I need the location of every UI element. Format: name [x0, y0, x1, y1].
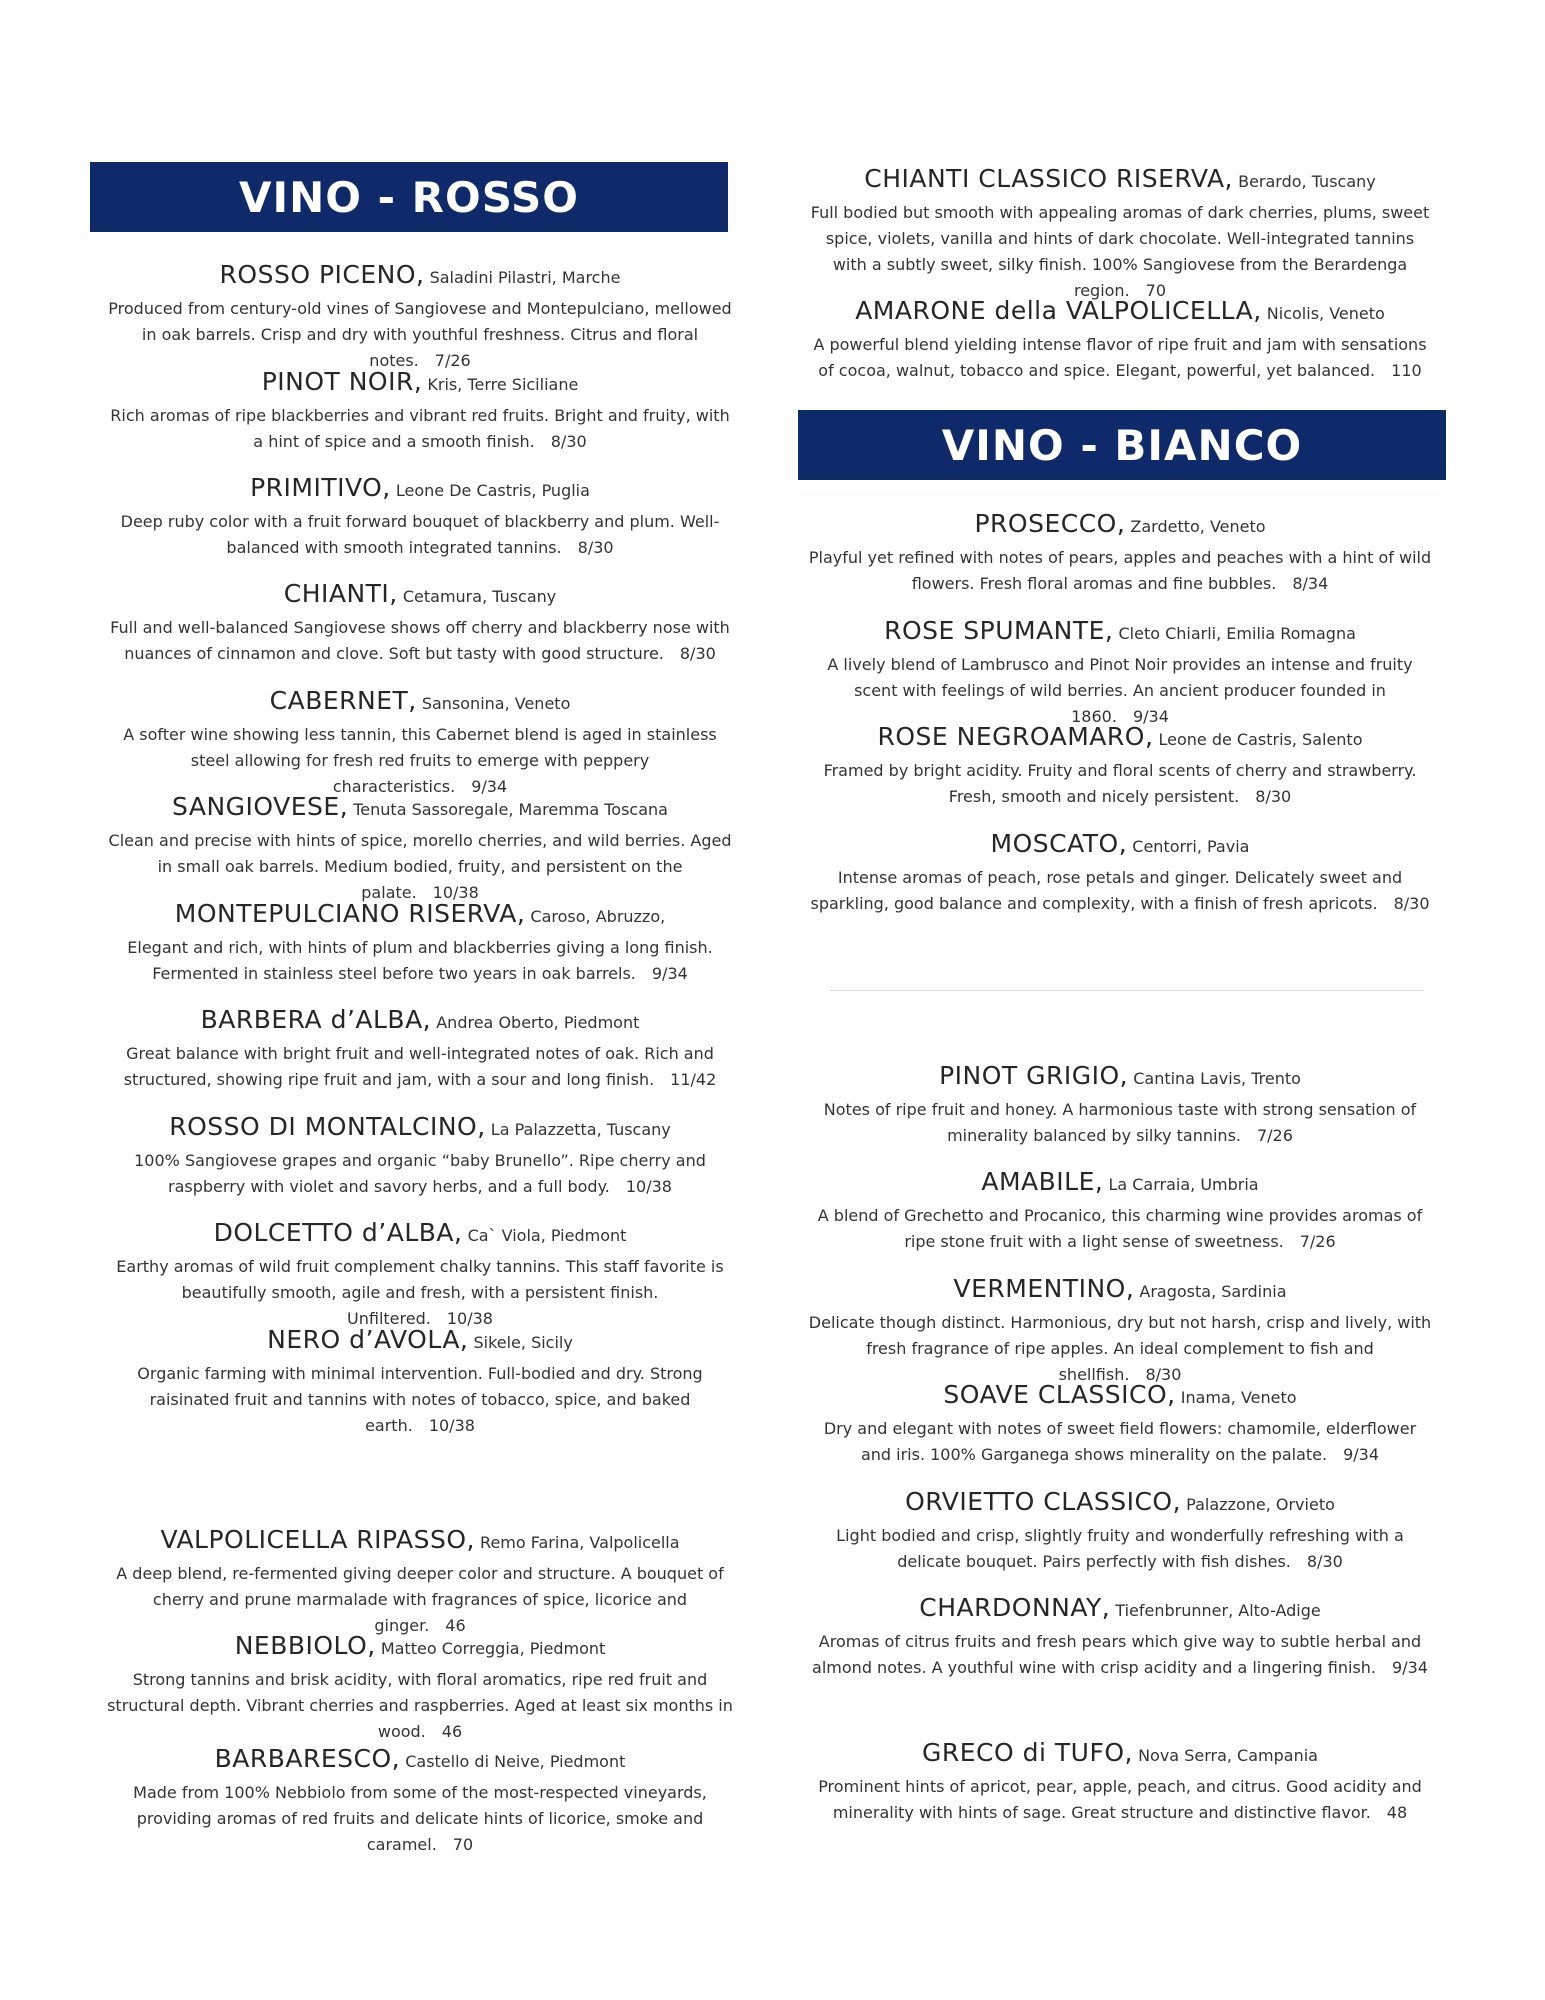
wine-item: [800, 509, 1440, 597]
wine-item: [100, 1325, 740, 1439]
wine-name: MOSCATO,: [990, 829, 1128, 858]
wine-name: ORVIETTO CLASSICO,: [905, 1487, 1182, 1516]
wine-producer: Aragosta, Sardinia: [1139, 1282, 1287, 1301]
wine-name: NERO d’AVOLA,: [267, 1325, 469, 1354]
wine-name: ROSSO DI MONTALCINO,: [169, 1112, 486, 1141]
wine-producer: Kris, Terre Siciliane: [427, 375, 579, 394]
wine-producer: Sansonina, Veneto: [421, 694, 571, 713]
wine-price: 110: [1391, 361, 1422, 380]
wine-price: 46: [441, 1722, 463, 1741]
wine-producer: Saladini Pilastri, Marche: [429, 268, 621, 287]
wine-desc: Full and well-balanced Sangiovese shows off cherry and blackberry nose with nuances of cinnamon and clove. Soft but tasty with good structure.: [110, 618, 730, 663]
wine-name: CHARDONNAY,: [919, 1593, 1111, 1622]
wine-producer: La Palazzetta, Tuscany: [490, 1120, 671, 1139]
wine-price: 7/26: [434, 351, 471, 370]
wine-name: PINOT GRIGIO,: [939, 1061, 1129, 1090]
wine-producer: La Carraia, Umbria: [1108, 1175, 1259, 1194]
wine-desc: A lively blend of Lambrusco and Pinot Noir provides an intense and fruity scent with feelings of wild berries. An ancient producer founded in 1860.: [827, 655, 1413, 726]
wine-desc: A blend of Grechetto and Procanico, this charming wine provides aromas of ripe stone fruit with a light sense of sweetness.: [817, 1206, 1423, 1251]
wine-price: 9/34: [1343, 1445, 1380, 1464]
wine-name: NEBBIOLO,: [234, 1631, 376, 1660]
wine-price: 8/30: [577, 538, 614, 557]
wine-producer: Andrea Oberto, Piedmont: [436, 1013, 640, 1032]
wine-name: ROSE SPUMANTE,: [884, 616, 1114, 645]
wine-item: [100, 367, 740, 455]
wine-item: [100, 686, 740, 800]
wine-desc: Great balance with bright fruit and well-integrated notes of oak. Rich and structured, showing ripe fruit and jam, with a sour and long finish.: [123, 1044, 714, 1089]
wine-price: 8/30: [1145, 1365, 1182, 1384]
wine-name: CABERNET,: [269, 686, 417, 715]
wine-desc: Earthy aromas of wild fruit complement chalky tannins. This staff favorite is beautifully smooth, agile and fresh, with a persistent finish. Unfiltered.: [116, 1257, 724, 1328]
wine-price: 10/38: [432, 883, 479, 902]
wine-producer: Ca` Viola, Piedmont: [467, 1226, 627, 1245]
wine-desc: Organic farming with minimal intervention. Full-bodied and dry. Strong raisinated fruit and tannins with notes of tobacco, spice, and baked earth.: [137, 1364, 703, 1435]
wine-producer: Nova Serra, Campania: [1138, 1746, 1318, 1765]
wine-producer: Cantina Lavis, Trento: [1133, 1069, 1301, 1088]
wine-name: ROSSO PICENO,: [219, 260, 425, 289]
rosso-title: VINO - ROSSO: [238, 172, 580, 222]
wine-price: 7/26: [1256, 1126, 1293, 1145]
wine-price: 8/34: [1292, 574, 1329, 593]
wine-producer: Berardo, Tuscany: [1238, 172, 1376, 191]
wine-producer: Cetamura, Tuscany: [402, 587, 557, 606]
bianco-banner: [798, 410, 1446, 480]
wine-item: [100, 1218, 740, 1332]
wine-price: 10/38: [625, 1177, 672, 1196]
wine-desc: 100% Sangiovese grapes and organic “baby Brunello”. Ripe cherry and raspberry with violet and savory herbs, and a full body.: [134, 1151, 706, 1196]
wine-price: 70: [452, 1835, 474, 1854]
wine-desc: Full bodied but smooth with appealing aromas of dark cherries, plums, sweet spice, violets, vanilla and hints of dark chocolate. Well-integrated tannins with a subtly sweet, silky finish. 100% Sangiovese from the Berardenga region.: [810, 203, 1430, 300]
wine-desc: Prominent hints of apricot, pear, apple, peach, and citrus. Good acidity and minerality with hints of sage. Great structure and distinctive flavor.: [818, 1777, 1422, 1822]
wine-desc: Clean and precise with hints of spice, morello cherries, and wild berries. Aged in small oak barrels. Medium bodied, fruity, and persistent on the palate.: [108, 831, 732, 902]
wine-price: 8/30: [1255, 787, 1292, 806]
wine-desc: Aromas of citrus fruits and fresh pears which give way to subtle herbal and almond notes. A youthful wine with crisp acidity and a lingering finish.: [812, 1632, 1422, 1677]
dotted-divider: [830, 990, 1424, 991]
wine-price: 7/26: [1299, 1232, 1336, 1251]
wine-desc: Produced from century-old vines of Sangiovese and Montepulciano, mellowed in oak barrels. Crisp and dry with youthful freshness. Citrus and floral notes.: [108, 299, 732, 370]
wine-name: PROSECCO,: [974, 509, 1126, 538]
wine-item: [800, 296, 1440, 384]
wine-producer: Cleto Chiarli, Emilia Romagna: [1118, 624, 1356, 643]
wine-item: [800, 1738, 1440, 1826]
wine-item: [100, 579, 740, 667]
wine-name: ROSE NEGROAMARO,: [877, 722, 1154, 751]
wine-desc: Playful yet refined with notes of pears, apples and peaches with a hint of wild flowers. Fresh floral aromas and fine bubbles.: [808, 548, 1432, 593]
wine-name: DOLCETTO d’ALBA,: [213, 1218, 463, 1247]
wine-name: AMARONE della VALPOLICELLA,: [855, 296, 1262, 325]
wine-name: CHIANTI,: [283, 579, 398, 608]
wine-desc: Strong tannins and brisk acidity, with floral aromatics, ripe red fruit and structural depth. Vibrant cherries and raspberries. Aged at least six months in wood.: [107, 1670, 733, 1741]
wine-desc: Deep ruby color with a fruit forward bouquet of blackberry and plum. Well-balanced with smooth integrated tannins.: [120, 512, 720, 557]
wine-item: [800, 1167, 1440, 1255]
wine-item: [800, 1593, 1440, 1681]
wine-name: PRIMITIVO,: [250, 473, 391, 502]
wine-desc: Light bodied and crisp, slightly fruity and wonderfully refreshing with a delicate bouquet. Pairs perfectly with fish dishes.: [836, 1526, 1404, 1571]
wine-producer: Inama, Veneto: [1180, 1388, 1297, 1407]
wine-name: SOAVE CLASSICO,: [943, 1380, 1176, 1409]
wine-desc: A deep blend, re-fermented giving deeper color and structure. A bouquet of cherry and prune marmalade with fragrances of spice, licorice and ginger.: [116, 1564, 724, 1635]
wine-desc: Elegant and rich, with hints of plum and blackberries giving a long finish. Fermented in stainless steel before two years in oak barrels.: [127, 938, 713, 983]
wine-price: 8/30: [1393, 894, 1430, 913]
wine-desc: A softer wine showing less tannin, this Cabernet blend is aged in stainless steel allowing for fresh red fruits to emerge with peppery characteristics.: [123, 725, 717, 796]
wine-item: [100, 899, 740, 987]
wine-item: [100, 1631, 740, 1745]
wine-price: 9/34: [471, 777, 508, 796]
wine-producer: Palazzone, Orvieto: [1186, 1495, 1335, 1514]
wine-item: [800, 1380, 1440, 1468]
wine-desc: A powerful blend yielding intense flavor of ripe fruit and jam with sensations of cocoa, walnut, tobacco and spice. Elegant, powerful, yet balanced.: [813, 335, 1427, 380]
wine-name: VALPOLICELLA RIPASSO,: [160, 1525, 475, 1554]
wine-item: [800, 1487, 1440, 1575]
wine-price: 9/34: [1132, 707, 1169, 726]
wine-name: CHIANTI CLASSICO RISERVA,: [864, 164, 1233, 193]
wine-producer: Tiefenbrunner, Alto-Adige: [1115, 1601, 1321, 1620]
wine-price: 10/38: [446, 1309, 493, 1328]
wine-name: SANGIOVESE,: [172, 792, 349, 821]
wine-name: VERMENTINO,: [953, 1274, 1135, 1303]
wine-price: 8/30: [550, 432, 587, 451]
wine-item: [100, 260, 740, 374]
wine-price: 9/34: [1392, 1658, 1428, 1677]
wine-producer: Matteo Correggia, Piedmont: [380, 1639, 606, 1658]
wine-desc: Delicate though distinct. Harmonious, dry but not harsh, crisp and lively, with fresh fragrance of ripe apples. An ideal complement to fish and shellfish.: [808, 1313, 1432, 1384]
wine-producer: Sikele, Sicily: [473, 1333, 573, 1352]
wine-producer: Zardetto, Veneto: [1130, 517, 1266, 536]
wine-name: AMABILE,: [981, 1167, 1104, 1196]
wine-item: [100, 792, 740, 906]
wine-item: [800, 1061, 1440, 1149]
wine-item: [800, 829, 1440, 917]
wine-price: 70: [1145, 281, 1167, 300]
wine-desc: Rich aromas of ripe blackberries and vibrant red fruits. Bright and fruity, with a hint of spice and a smooth finish.: [110, 406, 730, 451]
wine-desc: Framed by bright acidity. Fruity and floral scents of cherry and strawberry. Fresh, smooth and nicely persistent.: [823, 761, 1417, 806]
wine-name: MONTEPULCIANO RISERVA,: [174, 899, 526, 928]
wine-producer: Remo Farina, Valpolicella: [480, 1533, 680, 1552]
wine-producer: Castello di Neive, Piedmont: [405, 1752, 626, 1771]
wine-producer: Tenuta Sassoregale, Maremma Toscana: [353, 800, 668, 819]
wine-name: PINOT NOIR,: [261, 367, 423, 396]
wine-desc: Notes of ripe fruit and honey. A harmonious taste with strong sensation of minerality balanced by silky tannins.: [823, 1100, 1417, 1145]
wine-item: [100, 1744, 740, 1858]
wine-name: BARBERA d’ALBA,: [200, 1005, 432, 1034]
wine-item: [800, 1274, 1440, 1388]
wine-item: [100, 1112, 740, 1200]
wine-price: 10/38: [428, 1416, 475, 1435]
wine-producer: Nicolis, Veneto: [1266, 304, 1385, 323]
wine-item: [800, 722, 1440, 810]
wine-item: [100, 1005, 740, 1093]
wine-producer: Caroso, Abruzzo,: [530, 907, 666, 926]
wine-price: 11/42: [670, 1070, 717, 1089]
wine-desc: Intense aromas of peach, rose petals and ginger. Delicately sweet and sparkling, good balance and complexity, with a finish of fresh apricots.: [810, 868, 1403, 913]
wine-item: [800, 616, 1440, 730]
wine-price: 46: [445, 1616, 466, 1635]
wine-item: [800, 164, 1440, 304]
wine-producer: Centorri, Pavia: [1132, 837, 1250, 856]
wine-desc: Made from 100% Nebbiolo from some of the most-respected vineyards, providing aromas of red fruits and delicate hints of licorice, smoke and caramel.: [133, 1783, 707, 1854]
wine-price: 9/34: [651, 964, 688, 983]
wine-price: 8/30: [679, 644, 716, 663]
bianco-title: VINO - BIANCO: [941, 420, 1303, 470]
wine-item: [100, 1525, 740, 1639]
rosso-banner: [90, 162, 728, 232]
wine-price: 8/30: [1306, 1552, 1343, 1571]
wine-producer: Leone De Castris, Puglia: [395, 481, 590, 500]
wine-name: GRECO di TUFO,: [922, 1738, 1133, 1767]
wine-producer: Leone de Castris, Salento: [1158, 730, 1363, 749]
wine-price: 48: [1386, 1803, 1408, 1822]
wine-name: BARBARESCO,: [214, 1744, 401, 1773]
wine-item: [100, 473, 740, 561]
wine-desc: Dry and elegant with notes of sweet field flowers: chamomile, elderflower and iris. 100% Garganega shows minerality on the palate.: [823, 1419, 1417, 1464]
